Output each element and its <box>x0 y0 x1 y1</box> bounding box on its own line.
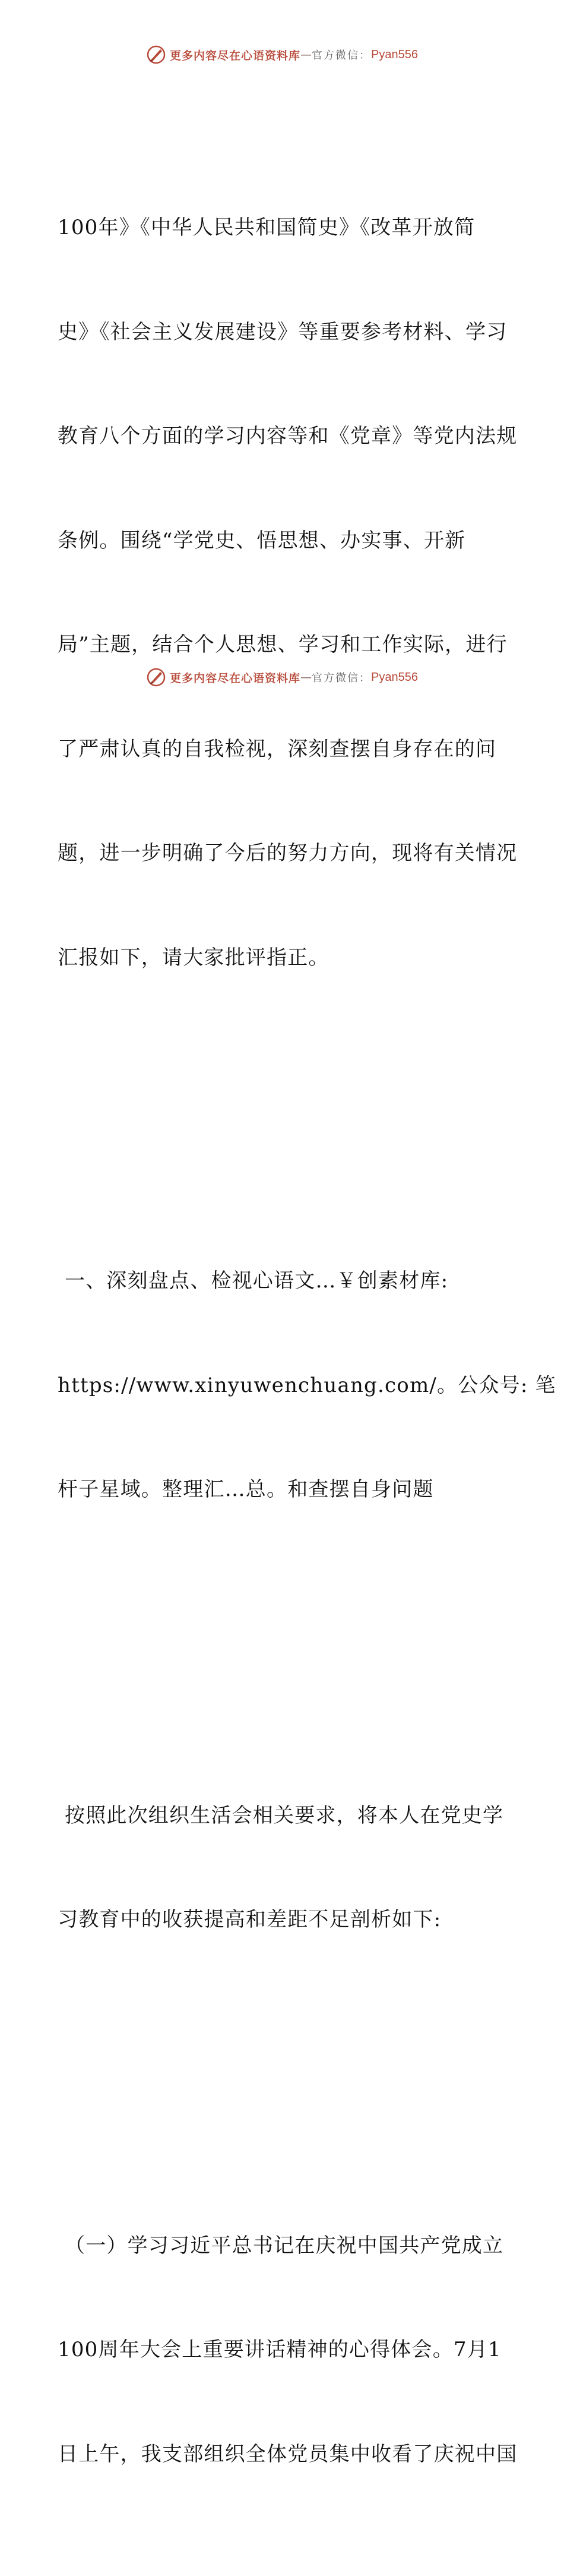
text-line: 史》《社会主义发展建设》等重要参考材料、学习 <box>58 320 508 344</box>
text-line: 题，进一步明确了今后的努力方向，现将有关情况 <box>58 841 518 865</box>
paragraph-requirements <box>58 1729 509 2007</box>
text-line: 习教育中的收获提高和差距不足剖析如下: <box>58 1908 442 1931</box>
text-line: 了严肃认真的自我检视，深刻查摆自身存在的问 <box>58 737 497 761</box>
document-body <box>58 71 556 2576</box>
text-line: 教育八个方面的学习内容等和《党章》等党内法规 <box>58 424 518 448</box>
header-wechat-label: 官方微信： <box>312 49 372 62</box>
text-line: 条例。围绕“学党史、悟思想、办实事、开新 <box>58 528 466 553</box>
header-wechat-id: Pyan556 <box>371 48 418 61</box>
text-line: 100年》《中华人民共和国简史》《改革开放简 <box>58 216 476 239</box>
text-line: （一）学习习近平总书记在庆祝中国共产党成立 <box>58 2233 504 2258</box>
section-heading-1 <box>58 1194 556 1577</box>
text-line: 汇报如下，请大家批评指正。 <box>58 945 329 970</box>
header-banner <box>0 43 564 67</box>
footer-banner <box>0 665 564 689</box>
text-line: 局”主题，结合个人思想、学习和工作实际，进行 <box>58 633 508 656</box>
text-line: 100周年大会上重要讲话精神的心得体会。7月1 <box>58 2338 502 2362</box>
footer-wechat-label: 官方微信： <box>312 672 372 684</box>
text-line: 一、深刻盘点、检视心语文…￥创素材库: <box>58 1269 449 1293</box>
text-line: https://www.xinyuwenchuang.com/。公众号: 笔 <box>58 1373 556 1397</box>
text-line: 按照此次组织生活会相关要求，将本人在党史学 <box>58 1803 504 1827</box>
paragraph-subsection-1 <box>58 2159 518 2542</box>
header-brand-text: 更多内容尽在心语资料库 <box>170 49 301 62</box>
pen-logo-icon <box>146 667 166 687</box>
header-dash: — <box>300 48 312 61</box>
paragraph-intro <box>58 141 518 1044</box>
pen-logo-icon <box>146 45 166 65</box>
text-line: 日上午，我支部组织全体党员集中收看了庆祝中国 <box>58 2442 518 2466</box>
text-line: 杆子星域。整理汇…总。和查摆自身问题 <box>58 1478 434 1501</box>
footer-dash: — <box>300 671 312 684</box>
footer-brand-text: 更多内容尽在心语资料库 <box>170 671 301 685</box>
footer-wechat-id: Pyan556 <box>371 670 418 684</box>
